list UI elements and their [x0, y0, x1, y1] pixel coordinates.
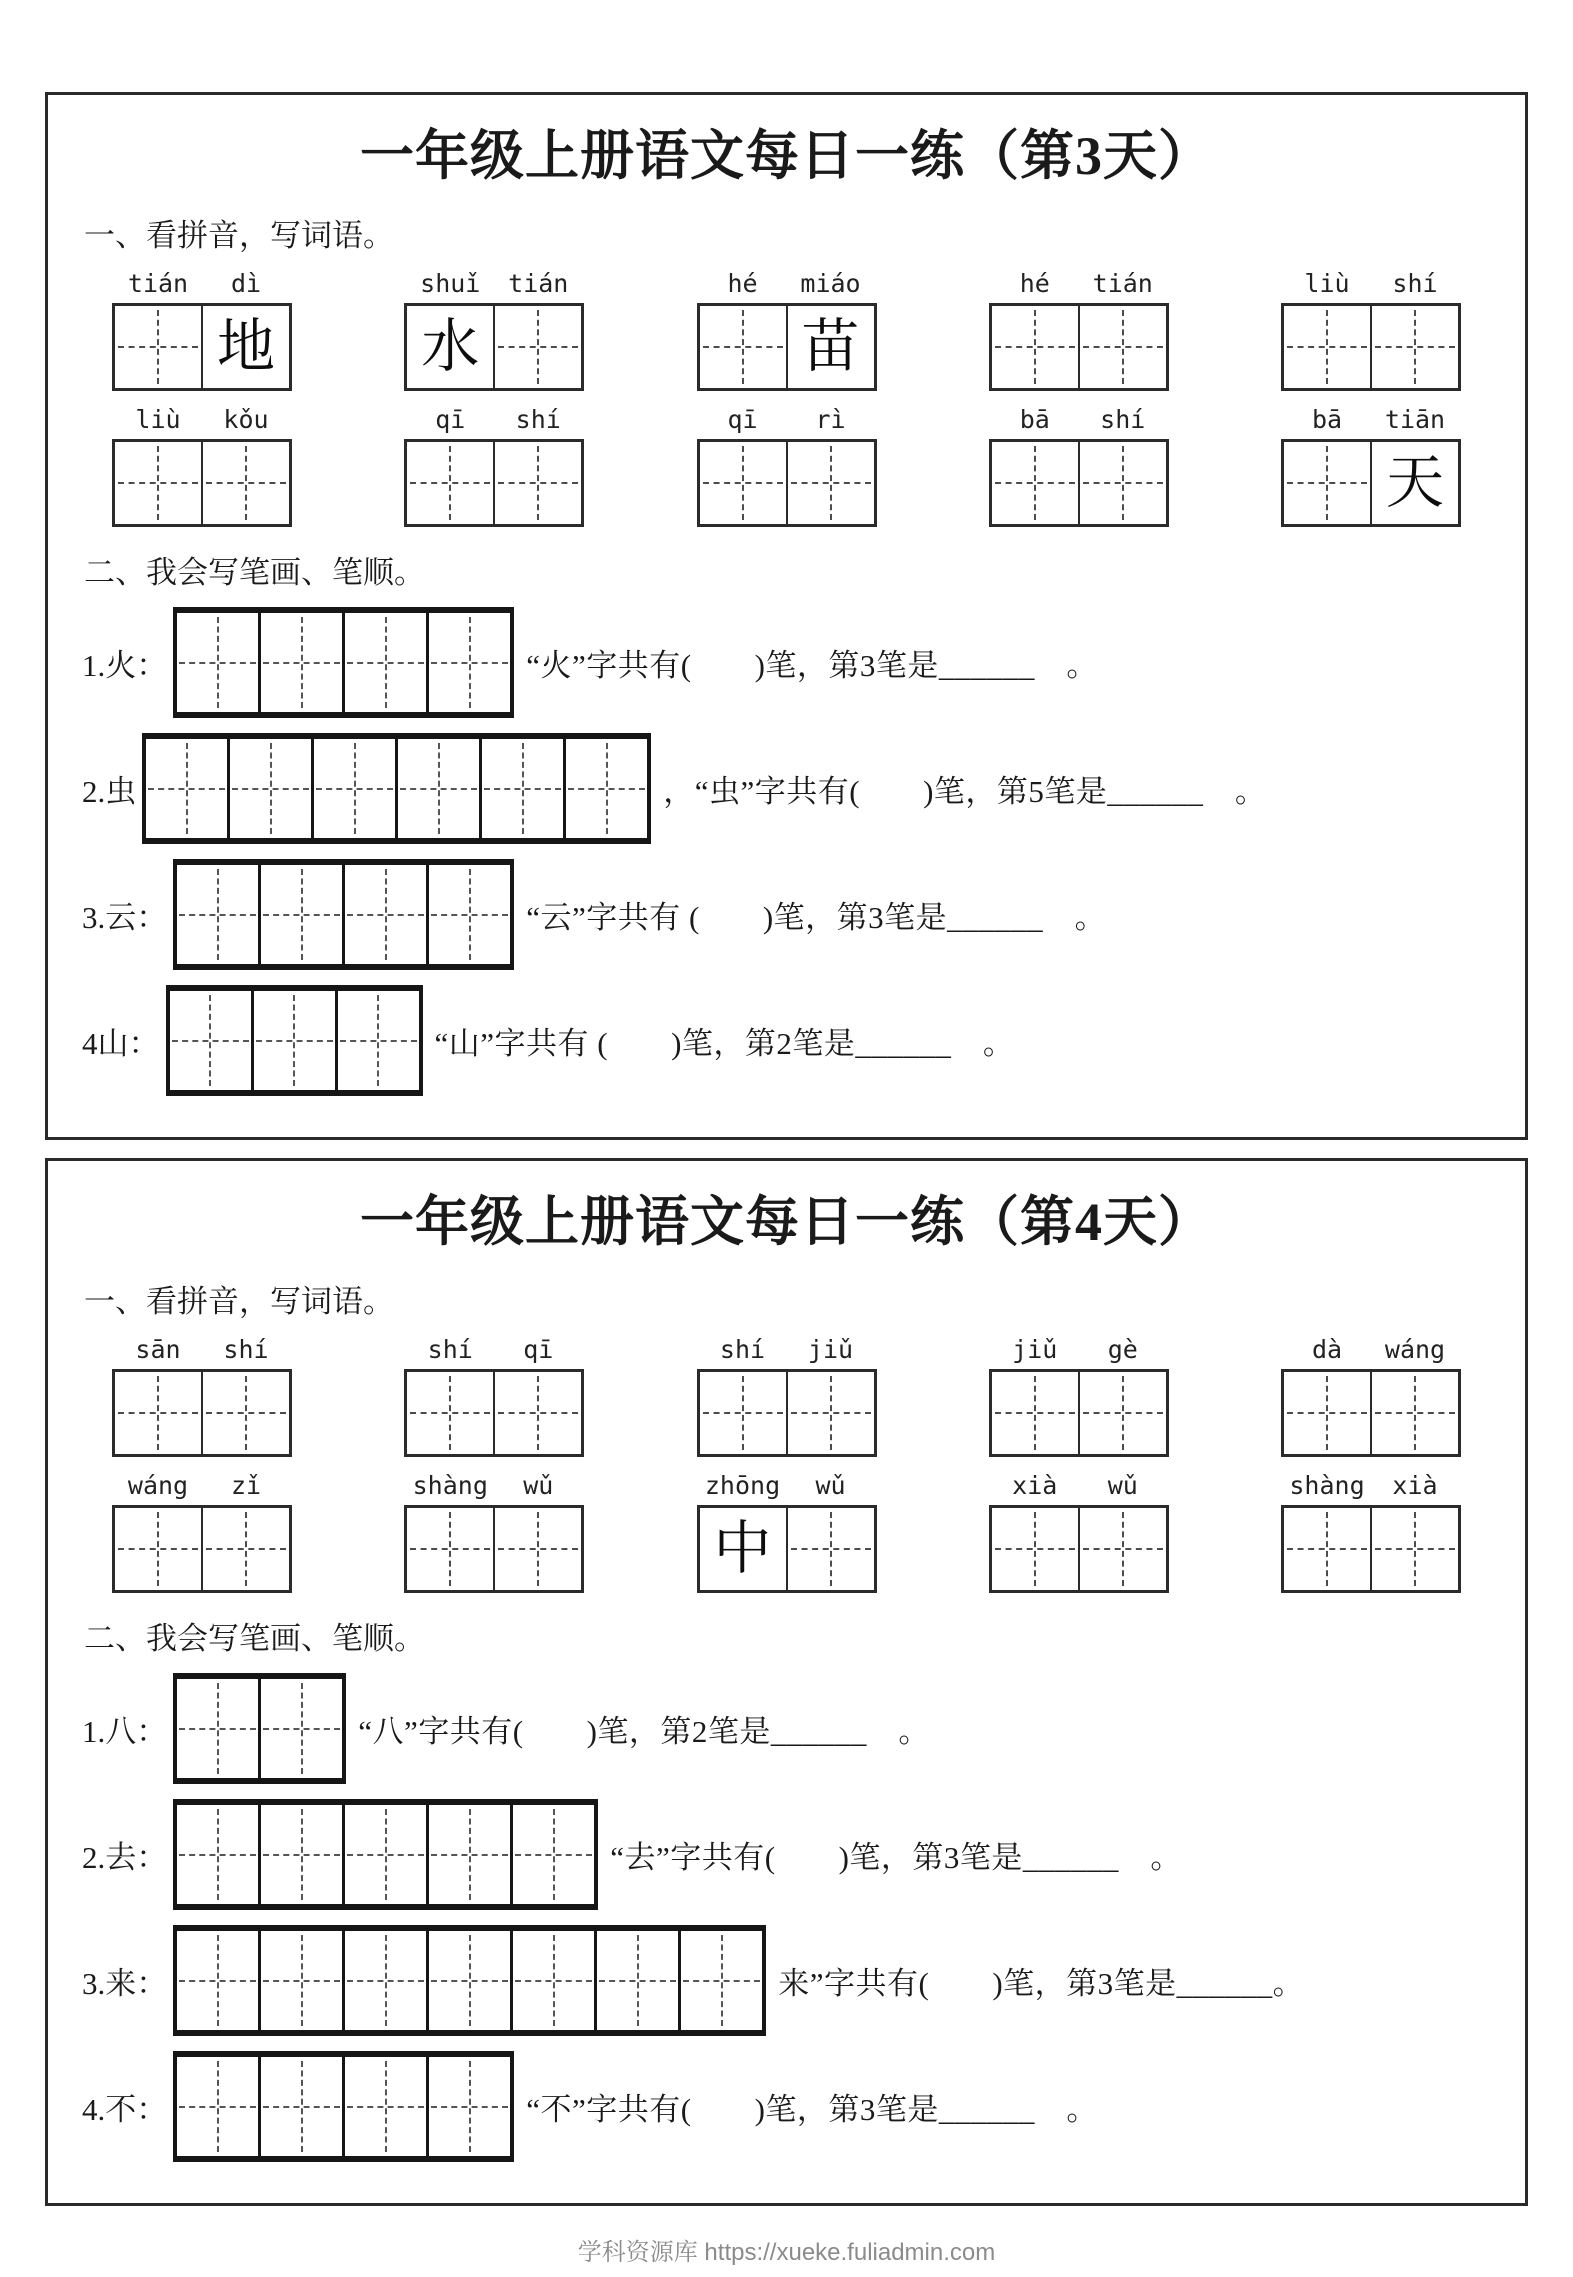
word-group	[989, 405, 1169, 527]
pinyin-syllable: wáng	[1384, 1335, 1446, 1364]
pinyin-label	[991, 1471, 1167, 1500]
hanzi-character: 中	[713, 1516, 772, 1581]
pinyin-syllable: jiǔ	[807, 1335, 854, 1364]
word-group	[404, 1471, 584, 1593]
writing-cell-empty	[1078, 1508, 1166, 1590]
writing-cell-filled	[1370, 442, 1458, 524]
practice-cell	[258, 1805, 342, 1904]
pinyin-syllable: rì	[815, 405, 846, 434]
pinyin-syllable: bā	[1311, 405, 1343, 434]
practice-cell	[342, 1931, 426, 2030]
writing-cell-filled	[786, 306, 874, 388]
stroke-item-question: “不”字共有( )笔，第3笔是______ 。	[526, 2092, 1098, 2127]
pinyin-syllable: shí	[515, 405, 561, 434]
stroke-practice-grid	[166, 985, 423, 1096]
word-group	[989, 1335, 1169, 1457]
writing-grid	[112, 439, 292, 527]
practice-cell	[177, 1679, 258, 1778]
section2-heading: 二、我会写笔画、笔顺。	[84, 555, 425, 590]
practice-cell	[479, 739, 563, 838]
stroke-practice-grid	[173, 859, 514, 970]
writing-cell-empty	[407, 1508, 493, 1590]
practice-cell	[177, 613, 258, 712]
stroke-item-question: “山”字共有 ( )笔，第2笔是______ 。	[434, 1026, 1015, 1061]
word-group	[404, 405, 584, 527]
pinyin-syllable: shàng	[1289, 1471, 1365, 1500]
pinyin-label	[699, 1471, 875, 1500]
practice-cell	[258, 1679, 342, 1778]
writing-cell-empty	[493, 442, 581, 524]
writing-cell-empty	[115, 1372, 201, 1454]
practice-cell	[258, 865, 342, 964]
section1-heading: 一、看拼音，写词语。	[84, 1284, 394, 1319]
practice-cell	[395, 739, 479, 838]
stroke-item-label: 4.不：	[82, 2092, 168, 2127]
practice-cell	[426, 613, 510, 712]
word-group	[1281, 405, 1461, 527]
writing-cell-empty	[493, 306, 581, 388]
writing-grid	[112, 1369, 292, 1457]
writing-cell-empty	[1284, 306, 1370, 388]
stroke-practice-grid	[173, 2051, 514, 2162]
writing-cell-empty	[1284, 1508, 1370, 1590]
writing-cell-empty	[786, 442, 874, 524]
writing-grid	[989, 1505, 1169, 1593]
writing-cell-empty	[786, 1508, 874, 1590]
pinyin-label	[699, 1335, 875, 1364]
pinyin-label	[114, 269, 290, 298]
pinyin-label	[699, 269, 875, 298]
practice-cell	[258, 2057, 342, 2156]
pinyin-label	[1283, 269, 1459, 298]
pinyin-syllable: qī	[727, 405, 758, 434]
stroke-item	[82, 607, 1495, 718]
practice-cell	[311, 739, 395, 838]
writing-cell-empty	[1078, 306, 1166, 388]
writing-grid	[404, 439, 584, 527]
stroke-practice-grid	[173, 1673, 346, 1784]
stroke-item-label: 2.去：	[82, 1840, 168, 1875]
practice-cell	[678, 1931, 762, 2030]
pinyin-label	[1283, 405, 1459, 434]
writing-grid	[404, 303, 584, 391]
practice-cell	[563, 739, 647, 838]
word-group	[697, 1335, 877, 1457]
section2-heading: 二、我会写笔画、笔顺。	[84, 1621, 425, 1656]
worksheet-day-4	[45, 1158, 1528, 2206]
stroke-item-label: 1.火：	[82, 648, 168, 683]
pinyin-label	[114, 405, 290, 434]
writing-grid	[1281, 1505, 1461, 1593]
pinyin-syllable: shí	[427, 1335, 473, 1364]
word-group	[112, 1335, 292, 1457]
practice-cell	[177, 865, 258, 964]
stroke-practice-grid	[142, 733, 651, 844]
word-group	[989, 1471, 1169, 1593]
pinyin-syllable: liù	[135, 405, 181, 434]
pinyin-syllable: bā	[1019, 405, 1050, 434]
pinyin-label	[991, 1335, 1167, 1364]
pinyin-syllable: gè	[1107, 1335, 1138, 1364]
writing-cell-empty	[1370, 1508, 1458, 1590]
pinyin-syllable: hé	[1019, 269, 1050, 298]
word-group	[112, 405, 292, 527]
section1-heading: 一、看拼音，写词语。	[84, 218, 394, 253]
pinyin-syllable: tián	[508, 269, 569, 298]
pinyin-syllable: jiǔ	[1012, 1335, 1058, 1364]
worksheet-day-3	[45, 92, 1528, 1140]
pinyin-syllable: xià	[1012, 1471, 1058, 1500]
practice-cell	[170, 991, 251, 1090]
word-group	[1281, 1471, 1461, 1593]
practice-cell	[594, 1931, 678, 2030]
writing-cell-empty	[992, 1372, 1078, 1454]
writing-grid	[112, 303, 292, 391]
writing-grid	[1281, 439, 1461, 527]
writing-grid	[989, 303, 1169, 391]
writing-grid	[697, 439, 877, 527]
practice-cell	[510, 1931, 594, 2030]
pinyin-syllable: wǔ	[523, 1471, 554, 1500]
writing-cell-empty	[493, 1372, 581, 1454]
stroke-item-label: 2.虫	[82, 774, 137, 809]
writing-grid	[989, 439, 1169, 527]
writing-cell-empty	[1370, 306, 1458, 388]
word-group	[1281, 1335, 1461, 1457]
hanzi-character: 水	[421, 314, 480, 379]
pinyin-word-row	[112, 269, 1461, 391]
writing-cell-empty	[786, 1372, 874, 1454]
practice-cell	[342, 2057, 426, 2156]
writing-cell-empty	[700, 442, 786, 524]
writing-grid	[112, 1505, 292, 1593]
stroke-item	[82, 859, 1495, 970]
writing-cell-empty	[1078, 442, 1166, 524]
writing-cell-empty	[992, 442, 1078, 524]
writing-grid	[697, 1505, 877, 1593]
writing-cell-empty	[992, 1508, 1078, 1590]
writing-cell-empty	[115, 442, 201, 524]
stroke-item-label: 3.来：	[82, 1966, 168, 2001]
pinyin-syllable: dì	[230, 269, 262, 298]
practice-cell	[510, 1805, 594, 1904]
stroke-practice-grid	[173, 1799, 598, 1910]
practice-cell	[227, 739, 311, 838]
writing-cell-empty	[1284, 442, 1370, 524]
pinyin-label	[406, 1471, 582, 1500]
pinyin-syllable: qī	[435, 405, 466, 434]
practice-cell	[146, 739, 227, 838]
writing-cell-empty	[992, 306, 1078, 388]
practice-cell	[426, 865, 510, 964]
pinyin-label	[1283, 1335, 1459, 1364]
stroke-item	[82, 1673, 1495, 1784]
writing-grid	[989, 1369, 1169, 1457]
stroke-item-label: 3.云：	[82, 900, 168, 935]
pinyin-syllable: tiān	[1384, 405, 1446, 434]
pinyin-syllable: xià	[1392, 1471, 1438, 1500]
writing-cell-empty	[1078, 1372, 1166, 1454]
pinyin-syllable: miáo	[800, 269, 861, 298]
writing-cell-filled	[407, 306, 493, 388]
writing-grid	[404, 1369, 584, 1457]
word-group	[989, 269, 1169, 391]
practice-cell	[258, 613, 342, 712]
pinyin-syllable: wǔ	[815, 1471, 846, 1500]
practice-cell	[426, 1805, 510, 1904]
pinyin-label	[699, 405, 875, 434]
pinyin-syllable: liù	[1304, 269, 1350, 298]
word-group	[112, 269, 292, 391]
writing-cell-empty	[407, 1372, 493, 1454]
pinyin-syllable: kǒu	[223, 405, 269, 434]
pinyin-label	[406, 1335, 582, 1364]
pinyin-words-area	[78, 1335, 1495, 1593]
pinyin-word-row	[112, 1471, 1461, 1593]
hanzi-character: 天	[1385, 450, 1444, 515]
writing-cell-filled	[700, 1508, 786, 1590]
page-footer	[0, 2232, 1573, 2267]
word-group	[404, 1335, 584, 1457]
writing-cell-empty	[700, 306, 786, 388]
pinyin-label	[114, 1471, 290, 1500]
pinyin-label	[114, 1335, 290, 1364]
writing-cell-empty	[700, 1372, 786, 1454]
hanzi-character: 地	[216, 314, 275, 379]
writing-grid	[1281, 303, 1461, 391]
writing-grid	[697, 303, 877, 391]
pinyin-label	[406, 405, 582, 434]
pinyin-word-row	[112, 405, 1461, 527]
writing-cell-empty	[1370, 1372, 1458, 1454]
practice-cell	[177, 1931, 258, 2030]
worksheet-title: 一年级上册语文每日一练（第3天）	[360, 126, 1213, 186]
pinyin-syllable: wǔ	[1107, 1471, 1138, 1500]
practice-cell	[177, 1805, 258, 1904]
practice-cell	[177, 2057, 258, 2156]
writing-cell-empty	[115, 306, 201, 388]
pinyin-syllable: shí	[1392, 269, 1438, 298]
practice-cell	[426, 2057, 510, 2156]
writing-cell-empty	[407, 442, 493, 524]
stroke-practice-grid	[173, 1925, 766, 2036]
pinyin-syllable: shàng	[412, 1471, 488, 1500]
writing-cell-empty	[1284, 1372, 1370, 1454]
pinyin-word-row	[112, 1335, 1461, 1457]
pinyin-syllable: sān	[135, 1335, 181, 1364]
pinyin-syllable: shí	[1100, 405, 1146, 434]
pinyin-syllable: qī	[523, 1335, 554, 1364]
practice-cell	[342, 613, 426, 712]
hanzi-character: 苗	[801, 314, 860, 379]
stroke-item-label: 1.八：	[82, 1714, 168, 1749]
stroke-item	[82, 985, 1495, 1096]
pinyin-label	[406, 269, 582, 298]
word-group	[697, 1471, 877, 1593]
footer-link[interactable]: 学科资源库 https://xueke.fuliadmin.com	[577, 2239, 996, 2266]
pinyin-syllable: tián	[1092, 269, 1153, 298]
word-group	[404, 269, 584, 391]
pinyin-syllable: shuǐ	[420, 269, 481, 298]
practice-cell	[342, 1805, 426, 1904]
writing-cell-empty	[201, 1508, 289, 1590]
stroke-item-question: “火”字共有( )笔，第3笔是______ 。	[526, 648, 1098, 683]
practice-cell	[426, 1931, 510, 2030]
stroke-item-question: “云”字共有 ( )笔，第3笔是______ 。	[526, 900, 1107, 935]
pinyin-syllable: tián	[127, 269, 189, 298]
pinyin-syllable: zhōng	[704, 1471, 781, 1500]
word-group	[1281, 269, 1461, 391]
word-group	[697, 269, 877, 391]
stroke-item	[82, 1799, 1495, 1910]
pinyin-syllable: dà	[1311, 1335, 1343, 1364]
pinyin-syllable: wáng	[127, 1471, 189, 1500]
writing-cell-empty	[493, 1508, 581, 1590]
stroke-items-area	[78, 1673, 1495, 2162]
stroke-item	[82, 2051, 1495, 2162]
worksheet-title: 一年级上册语文每日一练（第4天）	[360, 1192, 1213, 1252]
writing-grid	[1281, 1369, 1461, 1457]
practice-cell	[335, 991, 419, 1090]
pinyin-syllable: zǐ	[230, 1471, 262, 1500]
stroke-item	[82, 1925, 1495, 2036]
stroke-item-label: 4山：	[82, 1026, 160, 1061]
practice-cell	[258, 1931, 342, 2030]
writing-grid	[404, 1505, 584, 1593]
pinyin-label	[991, 405, 1167, 434]
writing-cell-empty	[115, 1508, 201, 1590]
pinyin-syllable: shí	[223, 1335, 269, 1364]
pinyin-label	[1283, 1471, 1459, 1500]
practice-cell	[251, 991, 335, 1090]
writing-cell-empty	[201, 442, 289, 524]
stroke-items-area	[78, 607, 1495, 1096]
practice-cell	[342, 865, 426, 964]
stroke-item	[82, 733, 1495, 844]
writing-grid	[697, 1369, 877, 1457]
pinyin-syllable: shí	[719, 1335, 766, 1364]
word-group	[112, 1471, 292, 1593]
word-group	[697, 405, 877, 527]
stroke-item-question: 来”字共有( )笔，第3笔是______。	[778, 1966, 1305, 2001]
stroke-item-question: “八”字共有( )笔，第2笔是______ 。	[358, 1714, 930, 1749]
pinyin-words-area	[78, 269, 1495, 527]
pinyin-syllable: hé	[727, 269, 758, 298]
pinyin-label	[991, 269, 1167, 298]
stroke-item-question: ，“虫”字共有( )笔，第5笔是______ 。	[663, 774, 1267, 809]
stroke-practice-grid	[173, 607, 514, 718]
writing-cell-empty	[201, 1372, 289, 1454]
stroke-item-question: “去”字共有( )笔，第3笔是______ 。	[610, 1840, 1182, 1875]
writing-cell-filled	[201, 306, 289, 388]
